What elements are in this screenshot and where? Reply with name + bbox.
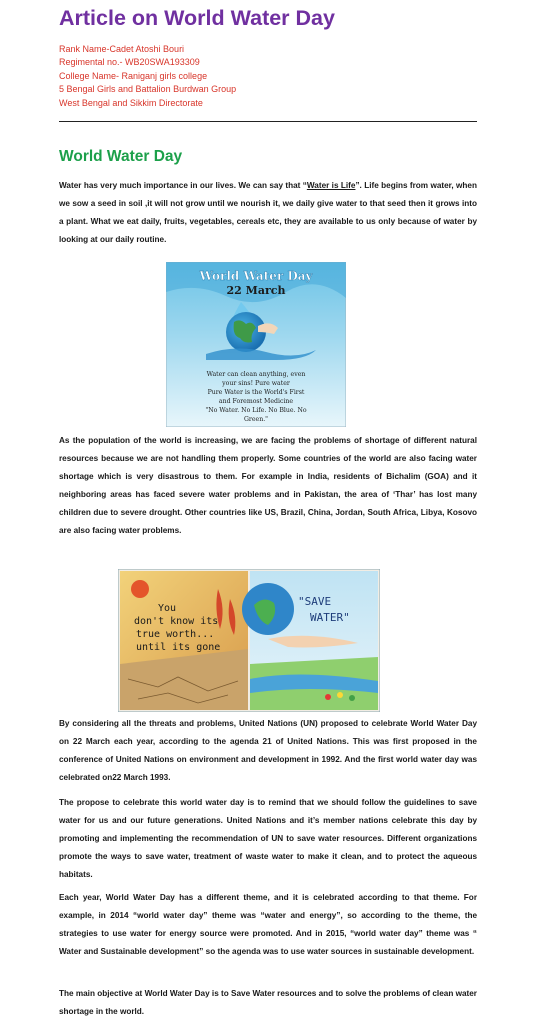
poster1-date: 22 March: [226, 284, 286, 297]
poster2-right-line-2: WATER": [310, 611, 350, 624]
paragraph-un-proposal: By considering all the threats and problems, United Nations (UN) proposed to celebrate World Water Day on 22 March each year, according to the agenda 21 of United Nations. This was first proposed in the conference of United Nations on environment and development in 1992. And the first world water day was celebrated on22 March 1993.: [59, 719, 477, 782]
paragraph-shortage: As the population of the world is increasing, we are facing the problems of shortage of different natural resources because we are not handling them properly. Some countries of the world are also facing water shortage which is very disastrous to them. For example in India, residents of Bichalim (GOA) and it neighboring areas has faced severe water problems and in Pakistan, the area of ‘Thar’ has lost many children due to severe drought. Other countries like US, Brazil, China, Jordan, South Africa, Libya, Kosovo are also facing water problems.: [59, 436, 477, 535]
poster1-line-6: Green.": [243, 416, 269, 423]
poster1-title: World Water Day: [199, 269, 313, 283]
author-rank-name: Rank Name-Cadet Atoshi Bouri: [59, 44, 185, 54]
poster2-left-line-1: You: [158, 603, 177, 614]
poster2-right-line-1: "SAVE: [298, 595, 332, 608]
paragraph-purpose: The propose to celebrate this world water day is to remind that we should follow the guidelines to save water for us and our future generations. United Nations and it’s member nations celebrate this day by promoting and implementing the recommendation of UN to save water resources. Different organizations promote the ways to save water, treatment of waste water to make it clean, and to protect the aqueous habitats.: [59, 798, 477, 879]
section-heading: World Water Day: [59, 148, 183, 165]
poster1-line-2: your sins! Pure water: [222, 380, 290, 387]
poster1-line-1: Water can clean anything, even: [206, 371, 306, 378]
author-directorate: West Bengal and Sikkim Directorate: [59, 97, 203, 108]
world-water-day-poster: [166, 262, 346, 427]
header-divider: [59, 121, 477, 122]
save-water-poster: [118, 569, 380, 712]
intro-text-before: Water has very much importance in our lives. We can say that “: [59, 181, 307, 190]
paragraph-themes: Each year, World Water Day has a different theme, and it is celebrated according to that theme. For example, in 2014 “world water day” theme was “water and energy”, so according to the theme, the strategies to use water for energy source were promoted. And in 2015, “world water day” theme was “ Water and Sustainable development” so the agenda was to use water sources in sustainable development.: [59, 893, 477, 956]
article-title: Article on World Water Day: [59, 6, 335, 30]
author-regimental-no: Regimental no.- WB20SWA193309: [59, 57, 200, 68]
poster1-line-5: "No Water. No Life. No Blue. No: [205, 407, 307, 414]
intro-text-after: ”. Life begins from water, when we sow a seed in soil ,it will not grow until we nourish it, we daily give water to that seed then it grows into a plant. What we eat daily, fruits, vegetables, cereals etc, they are available to us only because of water by looking at our daily routine.: [59, 181, 477, 244]
author-college: College Name- Raniganj girls college: [59, 70, 208, 81]
poster2-left-line-2: don't know its: [134, 616, 219, 627]
author-group: 5 Bengal Girls and Battalion Burdwan Group: [59, 84, 237, 95]
poster2-left-line-4: until its gone: [136, 642, 221, 653]
paragraph-objective: The main objective at World Water Day is to Save Water resources and to solve the problems of clean water shortage in the world.: [59, 989, 477, 1016]
poster1-line-3: Pure Water is the World's First: [207, 389, 305, 396]
author-info: [59, 43, 236, 110]
paragraph-intro: [59, 177, 477, 249]
poster1-line-4: and Foremost Medicine: [218, 398, 294, 405]
water-is-life-highlight: Water is Life: [306, 181, 356, 190]
poster2-left-line-3: true worth...: [136, 629, 215, 640]
